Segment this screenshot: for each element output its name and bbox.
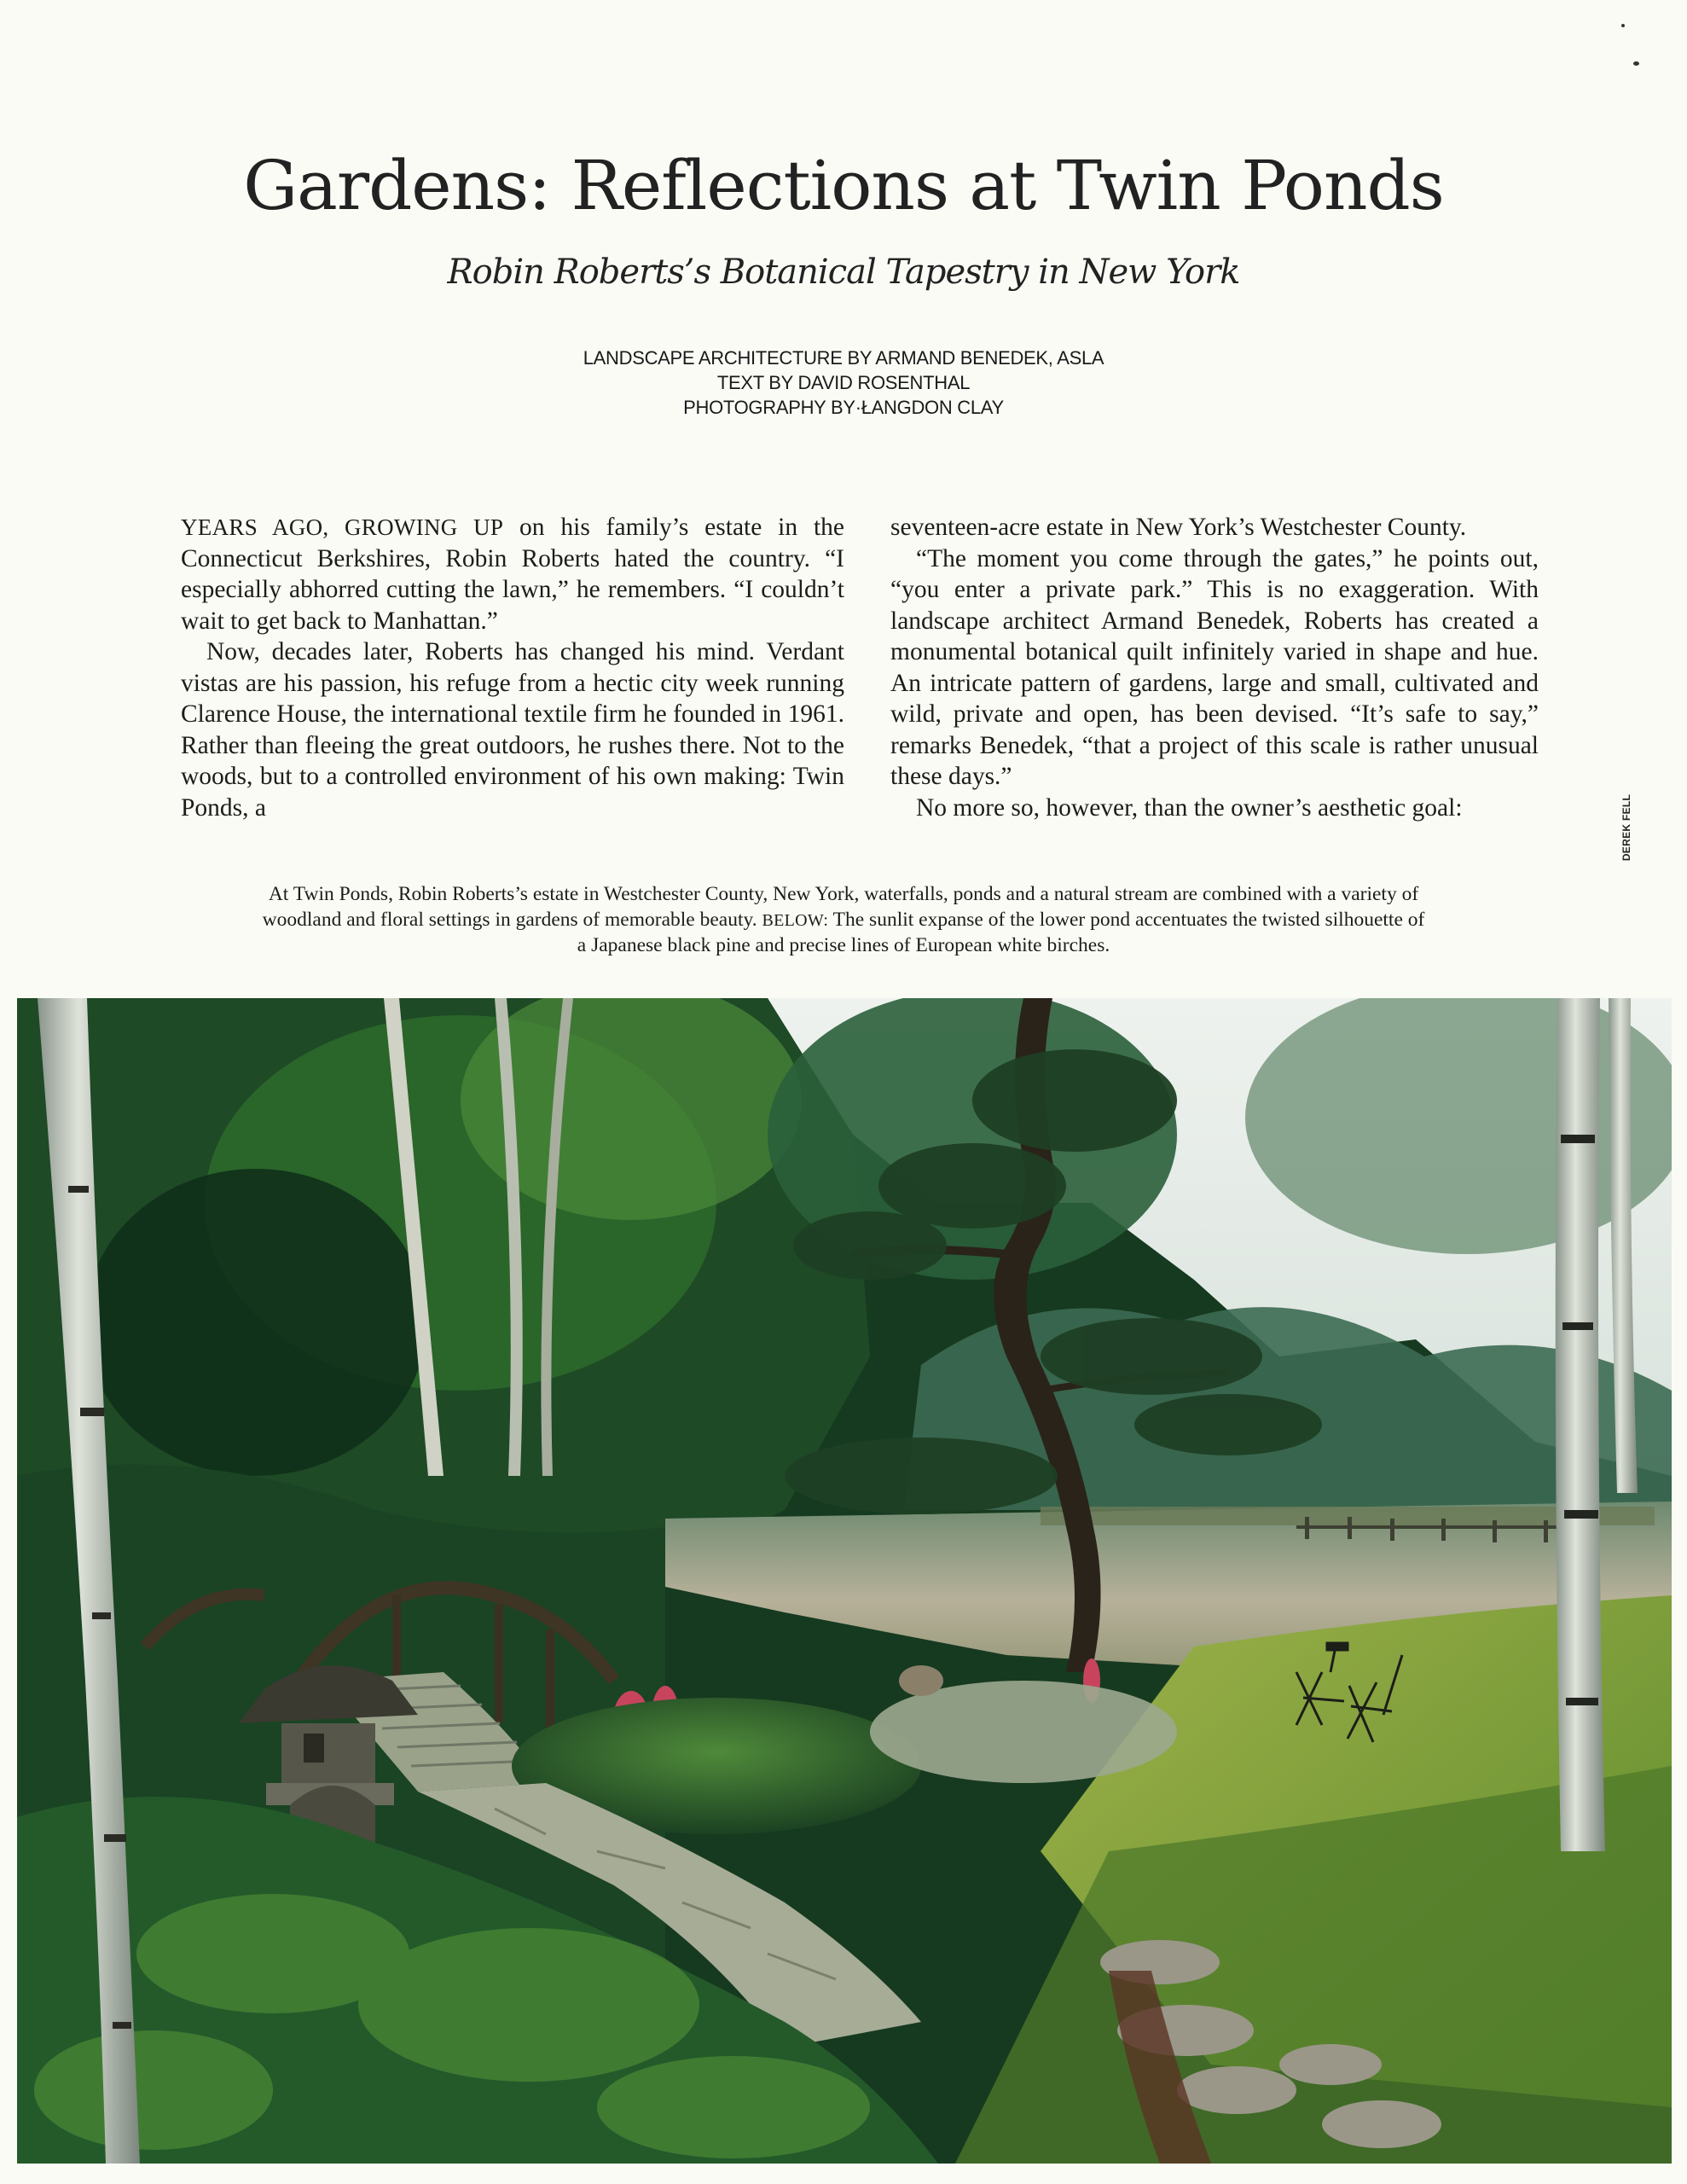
body-column-right xyxy=(890,512,1539,823)
tree-canopy-shadow xyxy=(85,1169,426,1476)
garden-rock xyxy=(899,1665,943,1696)
photo-caption xyxy=(256,882,1431,959)
silver-groundcover xyxy=(870,1681,1177,1783)
caption-text: The sunlit expanse of the lower pond accentuates the twisted silhouette of a Japanese black pine and precise lines of European white birches. xyxy=(577,908,1425,956)
garden-scene xyxy=(17,998,1672,2164)
lead-in-small-caps: YEARS AGO, GROWING UP xyxy=(181,514,504,540)
body-paragraph xyxy=(181,512,844,636)
side-photo-credit-text: DEREK FELL xyxy=(1620,793,1632,862)
body-paragraph: “The moment you come through the gates,” he points out, “you enter a private park.” This is no exaggeration. With landscape architect Armand Benedek, Roberts has created a monumental botanical quilt infinitely varied in shape and hue. An intricate pattern of gardens, large and small, cultivated and wild, private and open, has been devised. “It’s safe to say,” remarks Benedek, “that a project of this scale is rather unusual these days.” xyxy=(890,544,1539,790)
credit-text: TEXT BY DAVID ROSENTHAL xyxy=(716,372,971,393)
credits-block xyxy=(0,346,1687,420)
article-subtitle: Robin Roberts’s Botanical Tapestry in New York xyxy=(447,253,1240,292)
body-paragraph: Now, decades later, Roberts has changed his mind. Verdant vistas are his passion, his refuge from a hectic city week running Clarence House, the international textile firm he founded in 1961. Rather than fleeing the great outdoors, he rushes there. Not to the woods, but to a controlled environment of his own making: Twin Ponds, a xyxy=(181,638,844,822)
credit-landscape-architecture: LANDSCAPE ARCHITECTURE BY ARMAND BENEDEK, ASLA xyxy=(583,347,1104,369)
caption-label-below: BELOW: xyxy=(762,910,829,930)
scan-speck xyxy=(1633,61,1639,66)
credit-photography: PHOTOGRAPHY BY·ŁANGDON CLAY xyxy=(683,397,1004,418)
body-paragraph: seventeen-acre estate in New York’s Westchester County. xyxy=(890,514,1467,541)
garden-photograph xyxy=(17,998,1672,2164)
body-paragraph: No more so, however, than the owner’s aesthetic goal: xyxy=(916,793,1463,822)
birch-trunk-foreground-right xyxy=(1556,998,1605,1851)
side-photo-credit xyxy=(1619,781,1634,874)
body-column-left xyxy=(181,512,844,823)
paragraph-text: on his family’s estate in the Connecticut Berkshires, Robin Roberts hated the country. “I especially abhorred cutting the lawn,” he remembers. “I couldn’t wait to get back to Manhattan.” xyxy=(181,514,844,635)
scan-speck xyxy=(1621,24,1625,27)
article-title: Gardens: Reflections at Twin Ponds xyxy=(243,146,1444,225)
caption-text: At Twin Ponds, Robin Roberts’s estate in Westchester County, New York, waterfalls, ponds and a natural stream are combined with a variety of woodland and floral settings in gardens of memorable beauty. xyxy=(262,883,1419,931)
